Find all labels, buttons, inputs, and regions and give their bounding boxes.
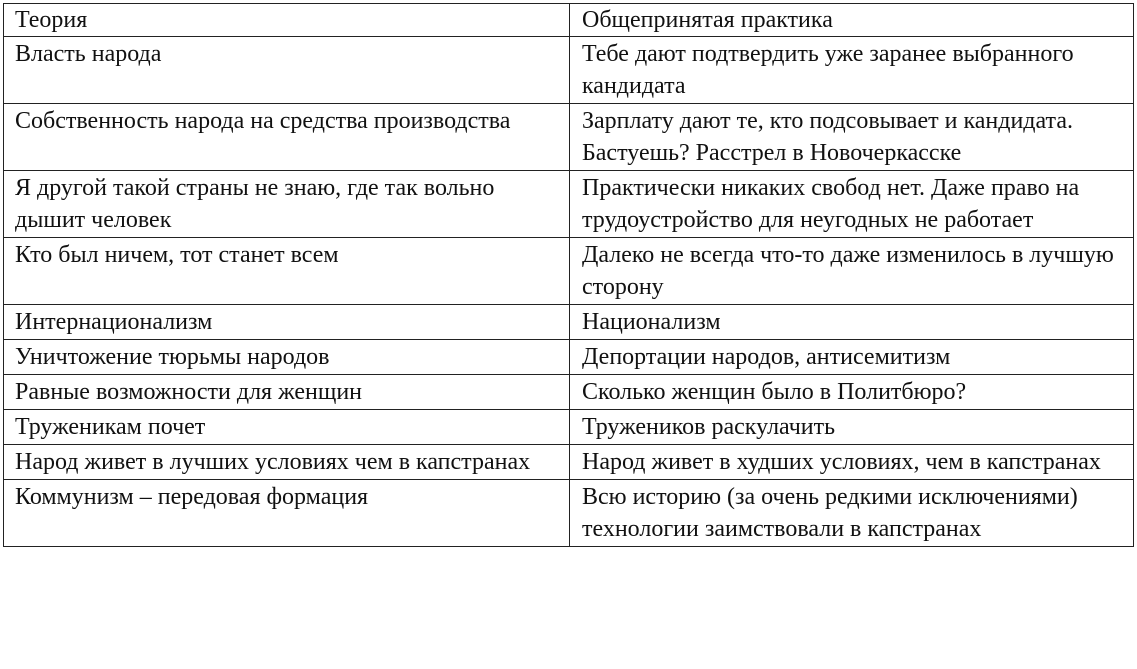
practice-cell: Практически никаких свобод нет. Даже право на трудоустройство для неугодных не работает (570, 171, 1134, 238)
table-row (4, 375, 1134, 410)
table-row (4, 171, 1134, 238)
header-practice: Общепринятая практика (570, 4, 1134, 37)
theory-cell: Уничтожение тюрьмы народов (4, 340, 570, 375)
comparison-table (3, 3, 1134, 547)
table-row (4, 445, 1134, 480)
practice-cell: Далеко не всегда что-то даже изменилось в лучшую сторону (570, 238, 1134, 305)
practice-cell: Сколько женщин было в Политбюро? (570, 375, 1134, 410)
table-row (4, 480, 1134, 547)
practice-cell: Депортации народов, антисемитизм (570, 340, 1134, 375)
theory-cell: Власть народа (4, 37, 570, 104)
theory-cell: Равные возможности для женщин (4, 375, 570, 410)
header-theory: Теория (4, 4, 570, 37)
practice-cell: Тружеников раскулачить (570, 410, 1134, 445)
table-row (4, 37, 1134, 104)
practice-cell: Всю историю (за очень редкими исключениями) технологии заимствовали в капстранах (570, 480, 1134, 547)
theory-cell: Собственность народа на средства производства (4, 104, 570, 171)
theory-cell: Интернационализм (4, 305, 570, 340)
table-row (4, 104, 1134, 171)
table-row (4, 305, 1134, 340)
theory-cell: Я другой такой страны не знаю, где так вольно дышит человек (4, 171, 570, 238)
theory-cell: Коммунизм – передовая формация (4, 480, 570, 547)
table-header-row (4, 4, 1134, 37)
table-row (4, 410, 1134, 445)
practice-cell: Народ живет в худших условиях, чем в капстранах (570, 445, 1134, 480)
practice-cell: Национализм (570, 305, 1134, 340)
theory-cell: Кто был ничем, тот станет всем (4, 238, 570, 305)
practice-cell: Тебе дают подтвердить уже заранее выбранного кандидата (570, 37, 1134, 104)
theory-cell: Труженикам почет (4, 410, 570, 445)
theory-cell: Народ живет в лучших условиях чем в капстранах (4, 445, 570, 480)
table-row (4, 238, 1134, 305)
table-row (4, 340, 1134, 375)
practice-cell: Зарплату дают те, кто подсовывает и кандидата. Бастуешь? Расстрел в Новочеркасске (570, 104, 1134, 171)
